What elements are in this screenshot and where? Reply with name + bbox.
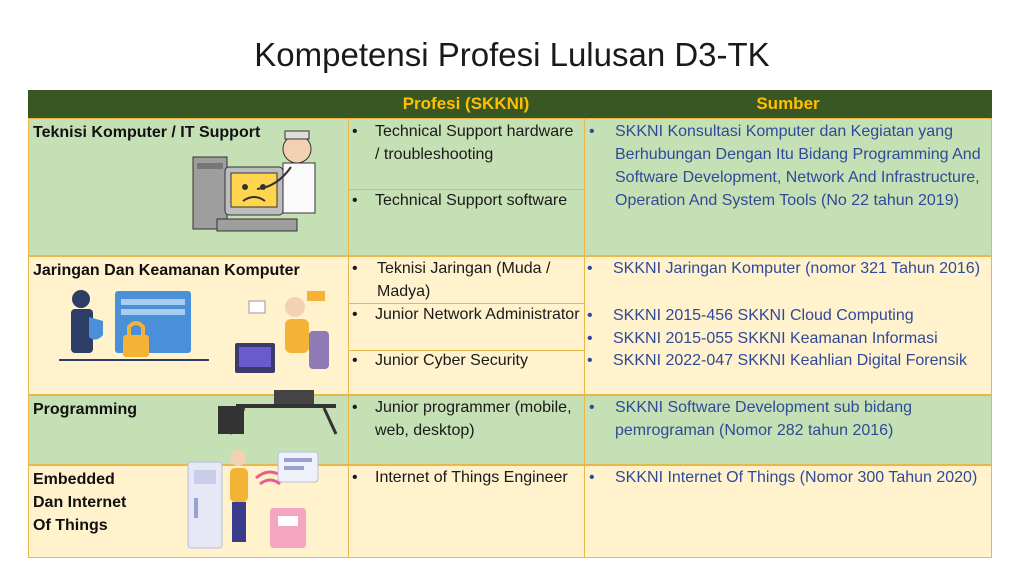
- profesi-item: • Junior programmer (mobile, web, desktop): [352, 396, 580, 442]
- sumber-cell: [584, 256, 992, 395]
- bullet-icon: •: [352, 306, 358, 323]
- bullet-icon: •: [352, 399, 358, 416]
- profesi-item: • Junior Network Administrator: [352, 303, 580, 326]
- bullet-icon: •: [352, 352, 358, 369]
- profesi-item: • Technical Support hardware / troubleshooting: [352, 120, 580, 166]
- bullet-icon: •: [587, 260, 593, 277]
- sumber-item: • SKKNI Software Development sub bidang pemrograman (Nomor 282 tahun 2016): [589, 396, 987, 442]
- profesi-cell: [348, 118, 585, 256]
- sumber-item: • SKKNI 2022-047 SKKNI Keahlian Digital Forensik: [587, 349, 987, 372]
- profesi-cell: [348, 465, 585, 558]
- bullet-icon: •: [587, 352, 593, 369]
- bullet-icon: •: [352, 469, 358, 486]
- profesi-item: • Technical Support software: [352, 189, 580, 212]
- sumber-item: • SKKNI Konsultasi Komputer dan Kegiatan yang Berhubungan Dengan Itu Bidang Programming And Software Development, Network And Infrastructure, Operation And System Tools (No 22 tahun 2019): [589, 120, 987, 212]
- profesi-cell: [348, 256, 585, 395]
- slide-title: Kompetensi Profesi Lulusan D3-TK: [254, 36, 770, 73]
- profesi-item: • Teknisi Jaringan (Muda / Madya): [352, 257, 580, 303]
- security-illustration: [59, 279, 339, 395]
- iot-illustration: [186, 448, 326, 552]
- sumber-cell: [584, 118, 992, 256]
- row-label: Jaringan Dan Keamanan Komputer: [33, 262, 300, 279]
- bullet-icon: •: [589, 399, 595, 416]
- bullet-icon: •: [587, 330, 593, 347]
- programmer-illustration: [214, 388, 344, 436]
- row-label: Embedded Dan Internet Of Things: [33, 471, 127, 534]
- profesi-cell: [348, 395, 585, 465]
- row-label-cell: [28, 256, 349, 395]
- bullet-icon: •: [352, 260, 358, 277]
- sumber-item: • SKKNI 2015-456 SKKNI Cloud Computing: [587, 304, 987, 327]
- sumber-item: • SKKNI Internet Of Things (Nomor 300 Tahun 2020): [589, 466, 987, 489]
- profesi-item: • Internet of Things Engineer: [352, 466, 580, 489]
- row-label: Programming: [33, 401, 138, 418]
- competency-table: [28, 90, 992, 558]
- bullet-icon: •: [589, 469, 595, 486]
- doctor-computer-illustration: [187, 127, 327, 247]
- header-col-label: [28, 90, 348, 118]
- bullet-icon: •: [352, 123, 358, 140]
- sumber-cell: [584, 395, 992, 465]
- sumber-cell: [584, 465, 992, 558]
- row-label-cell: [28, 118, 349, 256]
- profesi-item: • Junior Cyber Security: [352, 349, 580, 372]
- bullet-icon: •: [587, 307, 593, 324]
- header-col-sumber: Sumber: [584, 90, 992, 118]
- sumber-item: • SKKNI 2015-055 SKKNI Keamanan Informasi: [587, 327, 987, 350]
- sumber-item: • SKKNI Jaringan Komputer (nomor 321 Tahun 2016): [587, 257, 987, 280]
- bullet-icon: •: [589, 123, 595, 140]
- header-col-profesi: Profesi (SKKNI): [348, 90, 584, 118]
- row-label: Teknisi Komputer / IT Support: [33, 124, 261, 141]
- bullet-icon: •: [352, 192, 358, 209]
